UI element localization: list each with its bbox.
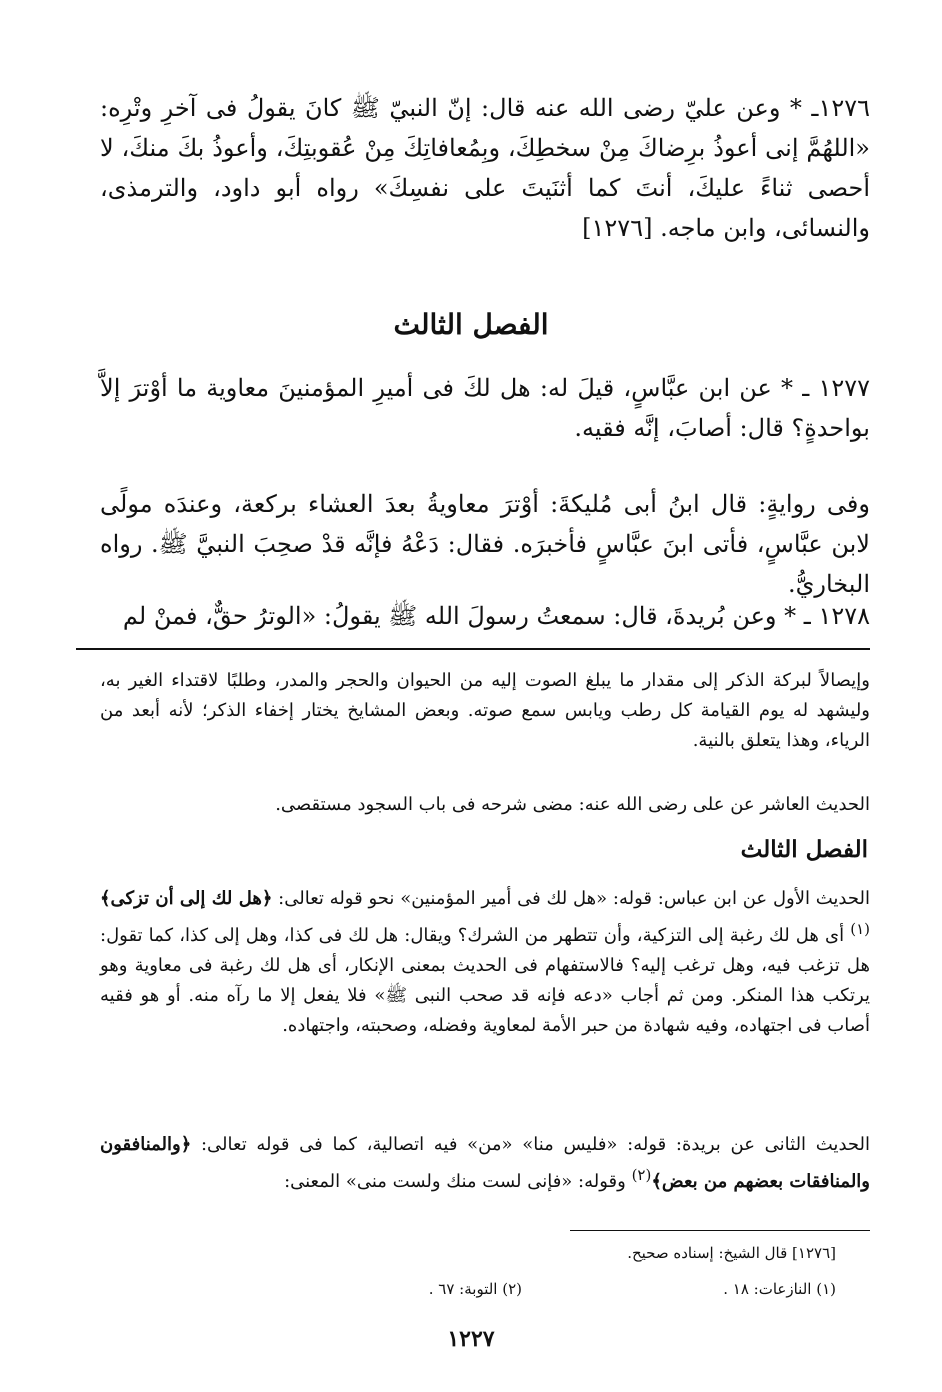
footnote-ref-2: (٢)	[631, 1166, 652, 1184]
hadith-1277: ١٢٧٧ ـ * عن ابن عبَّاسٍ، قيلَ له: هل لكَ فى أميرِ المؤمنينَ معاوية ما أوْترَ إلاَّ بواحدةٍ؟ قال: أصابَ، إنَّه فقيه.	[100, 374, 870, 442]
hadith-1278-start: ١٢٧٨ ـ * وعن بُريدةَ، قال: سمعتُ رسولَ الله ﷺ يقولُ: «الوترُ حقٌّ، فمنْ لم	[122, 602, 870, 630]
footnote-ref-1: (١)	[850, 920, 870, 938]
commentary-para-4	[100, 1130, 870, 1197]
footnote-1: (١) النازعات: ١٨ .	[723, 1280, 836, 1298]
commentary-para-3	[100, 884, 870, 1041]
para3-rest: أى هل لك رغبة إلى التزكية، وأن تتطهر من الشرك؟ ويقال: هل لك فى كذا، وهل إلى كذا، كما تقول: هل تزغب فيه، وهل ترغب إليه؟ فالاستفهام فى الحديث بمعنى الإنكار، أى هل لك رغبة فى معاوية وهو يرتكب هذا المنكر. ومن ثم أجاب «دعه فإنه قد صحب النبى ﷺ» فلا يفعل إلا ما رآه منه. أو هو فقيه أصاب فى اجتهاده، وفيه شهادة من حبر الأمة لمعاوية وفضله، وصحبته، واجتهاده.	[100, 925, 870, 1036]
quran-quote-1: ﴿هل لك إلى أن تزكى﴾	[100, 888, 273, 909]
footnote-2: (٢) التوبة: ٦٧ .	[428, 1280, 522, 1298]
para4-rest: وقوله: «فإنى لست منك ولست منى» المعنى:	[284, 1171, 632, 1192]
footnote-takhrij: [١٢٧٦] قال الشيخ: إسناده صحيح.	[627, 1244, 836, 1262]
para3-text: الحديث الأول عن ابن عباس: قوله: «هل لك فى أمير المؤمنين» نحو قوله تعالى:	[278, 888, 870, 909]
hadith-1277-riwaya: وفى روايةٍ: قال ابنُ أبى مُليكةَ: أوْترَ معاويةُ بعدَ العشاء بركعة، وعندَه مولًى لابن عبَّاسٍ، فأتى ابنَ عبَّاسٍ فأخبرَه. فقال: دَعْهُ فإنَّه قدْ صحِبَ النبيَّ ﷺ. رواه البخاريُّ.	[100, 490, 870, 598]
commentary-heading: الفصل الثالث	[740, 836, 868, 863]
text-commentary-divider	[76, 648, 870, 650]
quran-quote-2: ﴿والمنافقون والمنافقات بعضهم من بعض﴾	[100, 1134, 870, 1192]
commentary-para-2: الحديث العاشر عن على رضى الله عنه: مضى شرحه فى باب السجود مستقصى.	[275, 794, 870, 815]
section-heading: الفصل الثالث	[393, 308, 549, 341]
commentary-para-1: وإيصالاً لبركة الذكر إلى مقدار ما يبلغ الصوت إليه من الحيوان والحجر والمدر، وطلبًا لاقتداء الغير به، وليشهد له يوم القيامة كل رطب ويابس سمع صوته. وبعض المشايخ يختار إخفاء الذكر؛ لأنه أبعد من الرياء، وهذا يتعلق بالنية.	[100, 670, 870, 751]
page-number: ١٢٢٧	[447, 1326, 495, 1352]
para4-text: الحديث الثانى عن بريدة: قوله: «فليس منا» «من» فيه اتصالية، كما فى قوله تعالى:	[200, 1134, 870, 1155]
hadith-1276: ١٢٧٦ـ * وعن عليّ رضى الله عنه قال: إنّ النبيّ ﷺ كانَ يقولُ فى آخرِ وتْرِه: «اللهُمَّ إنى أعوذُ برِضاكَ مِنْ سخطِكَ، وبِمُعافاتِكَ مِنْ عُقوبتِكَ، وأعوذُ بكَ منكَ، لا أحصى ثناءً عليكَ، أنتَ كما أثنَيتَ على نفسِكَ» رواه أبو داود، والترمذى، والنسائى، وابن ماجه. [١٢٧٦]	[100, 94, 870, 242]
footnote-divider	[570, 1230, 870, 1231]
